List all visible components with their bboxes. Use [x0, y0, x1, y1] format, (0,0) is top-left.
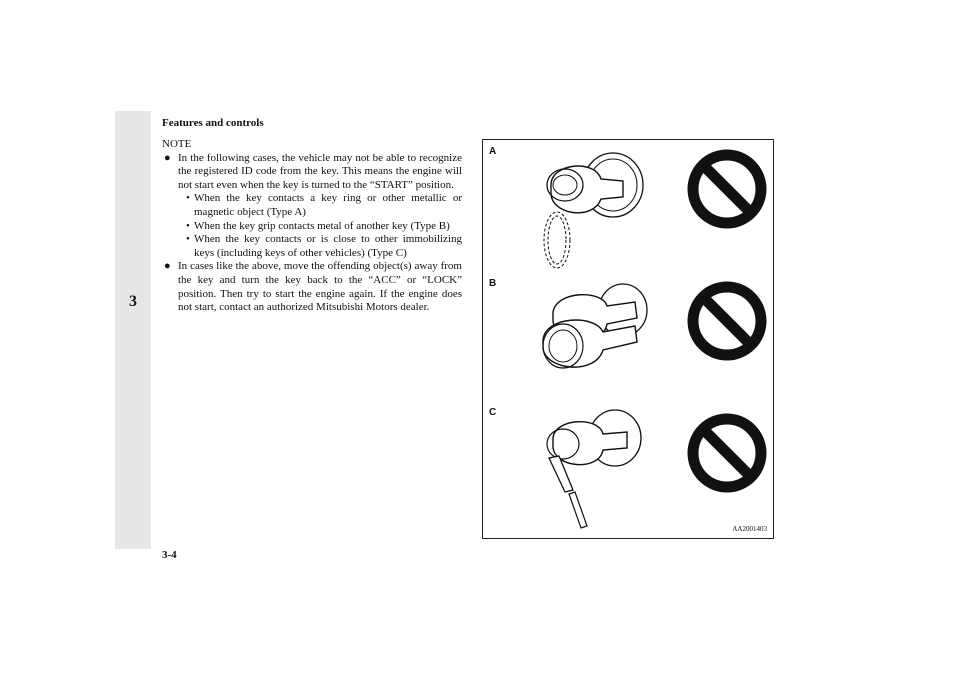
figure-label-b: B	[489, 278, 497, 289]
note-block	[162, 138, 462, 315]
sub-item: • When the key contacts a key ring or other metallic or magnetic object (Type A)	[186, 192, 462, 218]
key-illustration-figure	[482, 139, 774, 539]
sub-item: • When the key grip contacts metal of another key (Type B)	[186, 219, 450, 232]
prohibition-icon	[686, 412, 768, 494]
bullet-dot-icon: ●	[164, 260, 171, 273]
prohibition-icon	[686, 280, 768, 362]
sub-list	[178, 192, 462, 260]
sub-item: • When the key contacts or is close to other immobilizing keys (including keys of other vehicles) (Type C)	[186, 233, 462, 259]
key-ring-illustration	[523, 145, 653, 275]
bullet-text: In cases like the above, move the offending object(s) away from the key and turn the key back to the “ACC” or “LOCK” position. Then try to start the engine again. If the engine does not start, contact an authorized Mitsubishi Motors dealer.	[178, 260, 462, 314]
page-number: 3-4	[162, 549, 177, 561]
chapter-tab	[115, 111, 151, 549]
sub-bullet-icon: •	[186, 192, 190, 205]
sub-bullet-icon: •	[186, 233, 190, 246]
note-bullet	[162, 260, 462, 314]
note-bullet	[162, 152, 462, 261]
figure-label-c: C	[489, 407, 497, 418]
figure-code: AA2001403	[732, 525, 767, 533]
figure-label-a: A	[489, 146, 497, 157]
two-keys-illustration	[523, 272, 663, 407]
bullet-dot-icon: ●	[164, 151, 171, 164]
prohibition-icon	[686, 148, 768, 230]
bullet-text: In the following cases, the vehicle may not be able to recognize the registered ID code from the key. This means the engine will not start even when the key is turned to the “START” position.	[178, 151, 462, 191]
note-title: NOTE	[162, 138, 192, 150]
chapter-number: 3	[129, 293, 137, 310]
sub-bullet-icon: •	[186, 219, 190, 232]
nearby-key-illustration	[523, 402, 653, 537]
section-title: Features and controls	[162, 117, 264, 129]
